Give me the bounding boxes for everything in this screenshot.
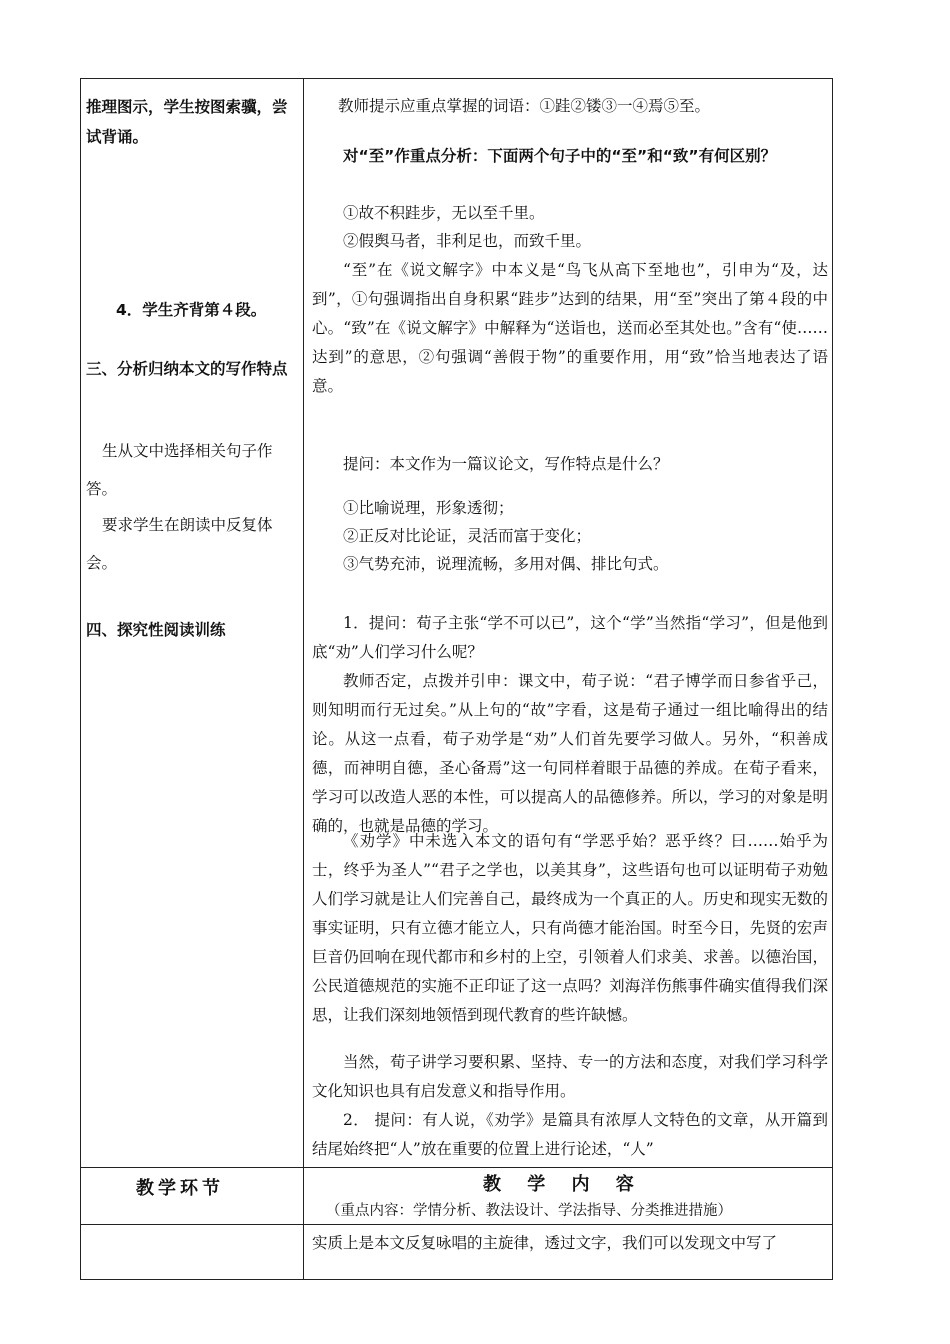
left-item-reading-feel: 要求学生在朗读中反复体会。: [86, 516, 273, 572]
header-col-teaching-step: 教学环节: [136, 1178, 224, 1199]
para-sentence-2: ②假舆马者，非利足也，而致千里。: [343, 232, 592, 250]
para-feature-3: ③气势充沛，说理流畅，多用对偶、排比句式。: [343, 555, 669, 573]
para-zhi-analysis: 对“至”作重点分析：下面两个句子中的“至”和“致”有何区别？: [343, 147, 777, 165]
para-feature-1: ①比喻说理，形象透彻；: [343, 499, 514, 517]
para-sentence-1: ①故不积跬步，无以至千里。: [343, 204, 545, 222]
para-teacher-answer: 教师否定，点拨并引申：课文中，荀子说：“君子博学而日参省乎己，则知明而行无过矣。”从上句的“故”字看，这是荀子通过一组比喻得出的结论。从这一点看，荀子劝学是“劝”人们首先要学习做人。另外，“积善成德，而神明自德，圣心备焉”这一句同样着眼于品德的养成。在荀子看来，学习可以改造人恶的本性，可以提高人的品德修养。所以，学习的对象是明确的，也就是品德的学习。: [312, 672, 828, 835]
para-zhi-explanation: “至”在《说文解字》中本义是“鸟飞从高下至地也”，引申为“及，达到”，①句强调指出自身积累“跬步”达到的结果，用“至”突出了第４段的中心。“致”在《说文解字》中解释为“送诣也，送而必至其处也。”含有“使……达到”的意思，②句强调“善假于物”的重要作用，用“致”恰当地表达了语意。: [312, 261, 828, 395]
header-subtitle: （重点内容：学情分析、教法设计、学法指导、分类推进措施）: [326, 1203, 732, 1219]
table-left-border: [80, 78, 81, 1280]
header-top-border: [80, 1167, 833, 1168]
left-item-recite-guide: 推理图示，学生按图索骥，尝试背诵。: [86, 98, 288, 146]
para-feature-2: ②正反对比论证，灵活而富于变化；: [343, 527, 592, 545]
header-bottom-border: [80, 1224, 833, 1225]
para-question-1: 1．提问：荀子主张“学不可以已”，这个“学”当然指“学习”，但是他到底“劝”人们学习什么呢？: [312, 614, 828, 661]
table-top-border: [80, 78, 833, 79]
para-key-words: 教师提示应重点掌握的词语：①跬②镂③一④焉⑤至。: [338, 97, 711, 115]
header-col-teaching-content: 教 学 内 容: [483, 1174, 644, 1195]
table-right-border: [832, 78, 833, 1280]
para-quanxue-excerpt: 《劝学》中未选入本文的语句有“学恶乎始？恶乎终？曰……始乎为士，终乎为圣人”“君子之学也，以美其身”，这些语句也可以证明荀子劝勉人们学习就是让人们完善自己，最终成为一个真正的人。历史和现实无数的事实证明，只有立德才能立人，只有尚德才能治国。时至今日，先贤的宏声巨音仍回响在现代都市和乡村的上空，引领着人们求美、求善。以德治国，公民道德规范的实施不正印证了这一点吗？刘海洋伤熊事件确实值得我们深思，让我们深刻地领悟到现代教育的些许缺憾。: [312, 832, 828, 1024]
left-item-recite-para4: 4．学生齐背第４段。: [116, 301, 267, 319]
para-continued: 实质上是本文反复咏唱的主旋律，透过文字，我们可以发现文中写了: [312, 1234, 778, 1252]
table-column-divider: [303, 78, 304, 1280]
left-item-section4: 四、探究性阅读训练: [86, 621, 226, 639]
para-question-2: 2． 提问：有人说，《劝学》是篇具有浓厚人文特色的文章，从开篇到结尾始终把“人”放在重要的位置上进行论述，“人”: [312, 1111, 828, 1158]
left-item-student-answer: 生从文中选择相关句子作答。: [86, 442, 273, 498]
para-features-question: 提问：本文作为一篇议论文，写作特点是什么？: [343, 455, 669, 473]
left-item-section3: 三、分析归纳本文的写作特点: [86, 360, 288, 378]
table-bottom-border: [80, 1279, 833, 1280]
para-method-attitude: 当然，荀子讲学习要积累、坚持、专一的方法和态度，对我们学习科学文化知识也具有启发意义和指导作用。: [312, 1053, 828, 1100]
